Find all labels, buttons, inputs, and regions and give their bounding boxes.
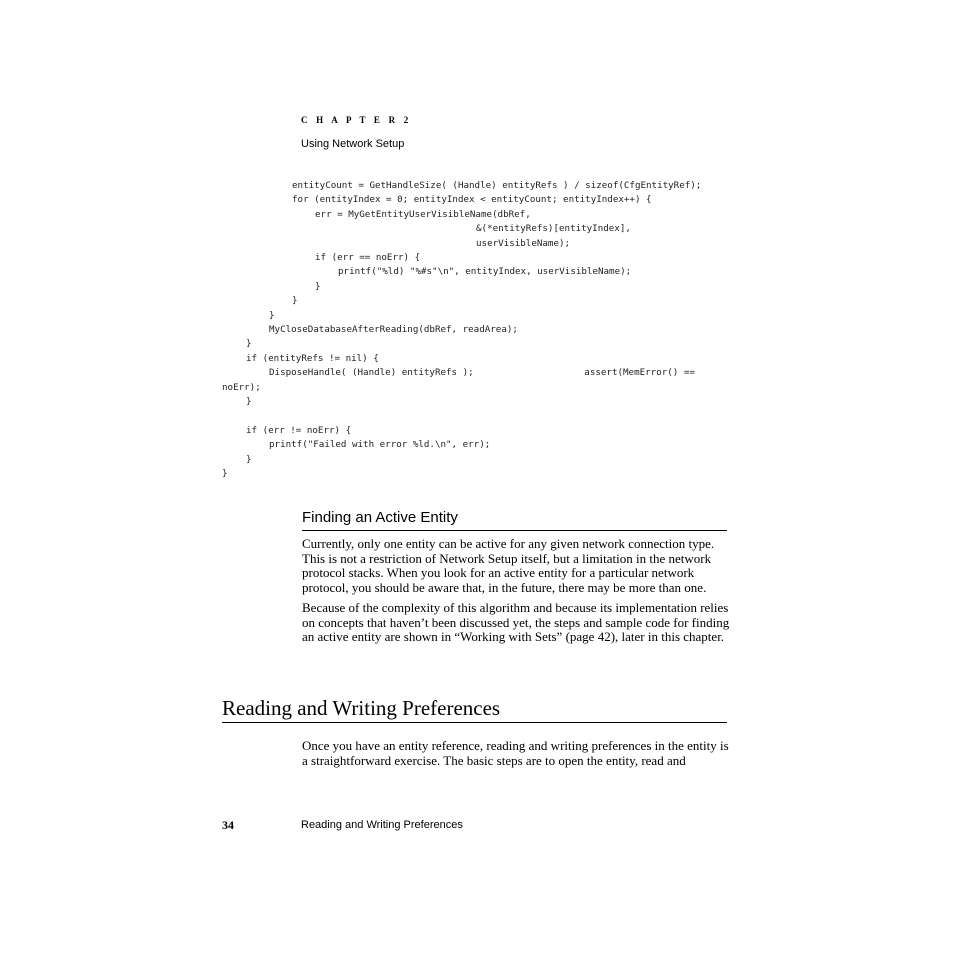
code-line: err = MyGetEntityUserVisibleName(dbRef, [315,208,531,220]
code-line: } [246,338,252,350]
code-line: if (err == noErr) { [315,252,421,263]
footer-title: Reading and Writing Preferences [301,819,463,831]
body-paragraph: Because of the complexity of this algorithm and because its implementation relies on concepts that haven’t been discussed yet, the steps and sample code for finding an active entity are shown in “Working with Sets” (page 42), later in this chapter. [302,600,730,645]
code-line: printf("%ld) "%#s"\n", entityIndex, userVisibleName); [338,266,632,278]
code-line: userVisibleName); [476,237,571,249]
section-heading: Finding an Active Entity [302,509,727,531]
code-line: noErr); [222,381,261,393]
code-line: DisposeHandle( (Handle) entityRefs ); assert(MemError() == [269,367,695,379]
code-line: } [269,309,275,321]
body-paragraph: Once you have an entity reference, reading and writing preferences in the entity is a straightforward exercise. The basic steps are to open the entity, read and [302,738,729,768]
code-line: for (entityIndex = 0; entityIndex < entityCount; entityIndex++) { [292,194,652,206]
chapter-title: Using Network Setup [301,138,405,150]
code-line: printf("Failed with error %ld.\n", err); [269,439,491,451]
code-line: if (err != noErr) { [246,424,352,436]
code-line: } [315,280,321,292]
code-line: entityCount = GetHandleSize( (Handle) entityRefs ) / sizeof(CfgEntityRef); [292,180,702,191]
major-section-heading: Reading and Writing Preferences [222,696,727,723]
code-line: &(*entityRefs)[entityIndex], [476,223,631,235]
code-line: } [292,295,298,307]
code-line: } [246,453,252,465]
page-number: 34 [222,818,234,832]
body-paragraph: Currently, only one entity can be active for any given network connection type. This is not a restriction of Network Setup itself, but a limitation in the network protocol stacks. When you look for an active entity for a particular network protocol, you should be aware that, in the future, there may be more than one. [302,536,715,595]
code-line: if (entityRefs != nil) { [246,352,379,364]
code-line: } [222,468,228,479]
code-line: MyCloseDatabaseAfterReading(dbRef, readArea); [269,324,518,335]
chapter-label: C H A P T E R 2 [301,115,412,125]
code-line: } [246,396,252,407]
